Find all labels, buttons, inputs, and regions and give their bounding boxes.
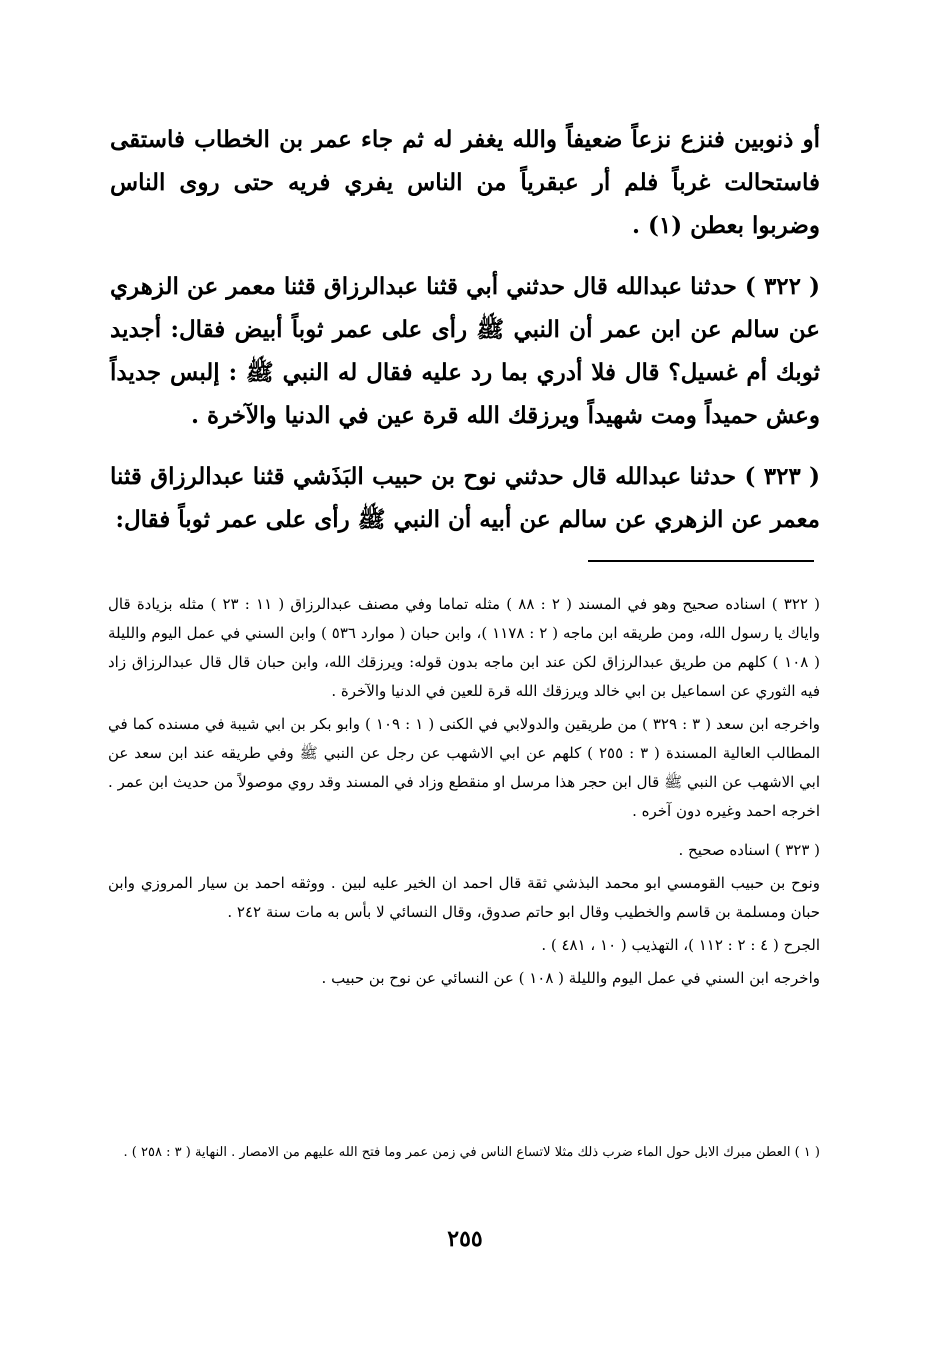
footnote-separator	[588, 560, 814, 562]
footnote-1: ( ١ ) العطن مبرك الابل حول الماء ضرب ذلك مثلا لاتساع الناس في زمن عمر وما فتح الله عليهم من الامصار . النهاية ( ٣ : ٢٥٨ ) .	[123, 1145, 820, 1160]
hadith-322: ( ٣٢٢ ) حدثنا عبدالله قال حدثني أبي قثنا عبدالرزاق قثنا معمر عن الزهري عن سالم عن ابن عمر أن النبي ﷺ رأى على عمر ثوباً أبيض فقال: أجديد ثوبك أم غسيل؟ قال فلا أدري بما رد عليه فقال له النبي ﷺ : إلبس جديداً وعش حميداً ومت شهيداً ويرزقك الله قرة عين في الدنيا والآخرة .	[110, 273, 820, 429]
paragraph-continuation: أو ذنوبين فنزع نزعاً ضعيفاً والله يغفر له ثم جاء عمر بن الخطاب فاستقى فاستحالت غرباً فلم أر عبقرياً من الناس يفري فريه حتى روى الناس وضربوا بعطن (١) .	[110, 126, 820, 239]
note-323-takhrij: واخرجه ابن السني في عمل اليوم والليلة ( ١٠٨ ) عن النسائي عن نوح بن حبيب .	[321, 969, 820, 987]
footnotes	[108, 590, 820, 997]
hadith-323: ( ٣٢٣ ) حدثنا عبدالله قال حدثني نوح بن حبيب البَذَشي قثنا عبدالرزاق قثنا معمر عن الزهري عن سالم عن أبيه أن النبي ﷺ رأى على عمر ثوباً فقال:	[110, 463, 821, 533]
main-text	[110, 118, 820, 559]
page-number: ٢٥٥	[447, 1226, 483, 1252]
note-322-takhrij: ( ٣٢٢ ) اسناده صحيح وهو في المسند ( ٢ : ٨٨ ) مثله تماما وفي مصنف عبدالرزاق ( ١١ : ٢٣ ) مثله بزيادة قال واياك يا رسول الله، ومن طريقه ابن ماجه ( ٢ : ١١٧٨ )، وابن حبان ( موارد ٥٣٦ ) وابن السني في عمل اليوم والليلة ( ١٠٨ ) كلهم من طريق عبدالرزاق لكن عند ابن ماجه بدون قوله: ويرزقك الله، وابن حبان قال قال عبدالرزاق زاد فيه الثوري عن اسماعيل بن ابي خالد ويرزقك الله قرة للعين في الدنيا والآخرة .	[108, 595, 820, 700]
note-323-references: الجرح ( ٤ : ٢ : ١١٢ )، التهذيب ( ١٠ ، ٤٨١ ) .	[541, 936, 820, 954]
note-322-additional: واخرجه ابن سعد ( ٣ : ٣٢٩ ) من طريقين والدولابي في الكنى ( ١ : ١٠٩ ) وابو بكر بن ابي شيبة في مسنده كما في المطالب العالية المسندة ( ٣ : ٢٥٥ ) كلهم عن ابي الاشهب عن رجل عن النبي ﷺ وفي طريقه عند ابن سعد عن ابي الاشهب عن النبي ﷺ قال ابن حجر هذا مرسل او منقطع وزاد في المسند وقد روي موصولاً من حديث ابن عمر . اخرجه احمد وغيره دون آخره .	[108, 715, 821, 820]
note-323-narrator: ونوح بن حبيب القومسي ابو محمد البذشي ثقة قال احمد ان الخير عليه لبين . ووثقه احمد بن سيار المروزي وابن حبان ومسلمة بن قاسم والخطيب وقال ابو حاتم صدوق، وقال النسائي لا بأس به مات سنة ٢٤٢ .	[108, 874, 820, 921]
note-323-isnad: ( ٣٢٣ ) اسناده صحيح .	[678, 841, 820, 859]
